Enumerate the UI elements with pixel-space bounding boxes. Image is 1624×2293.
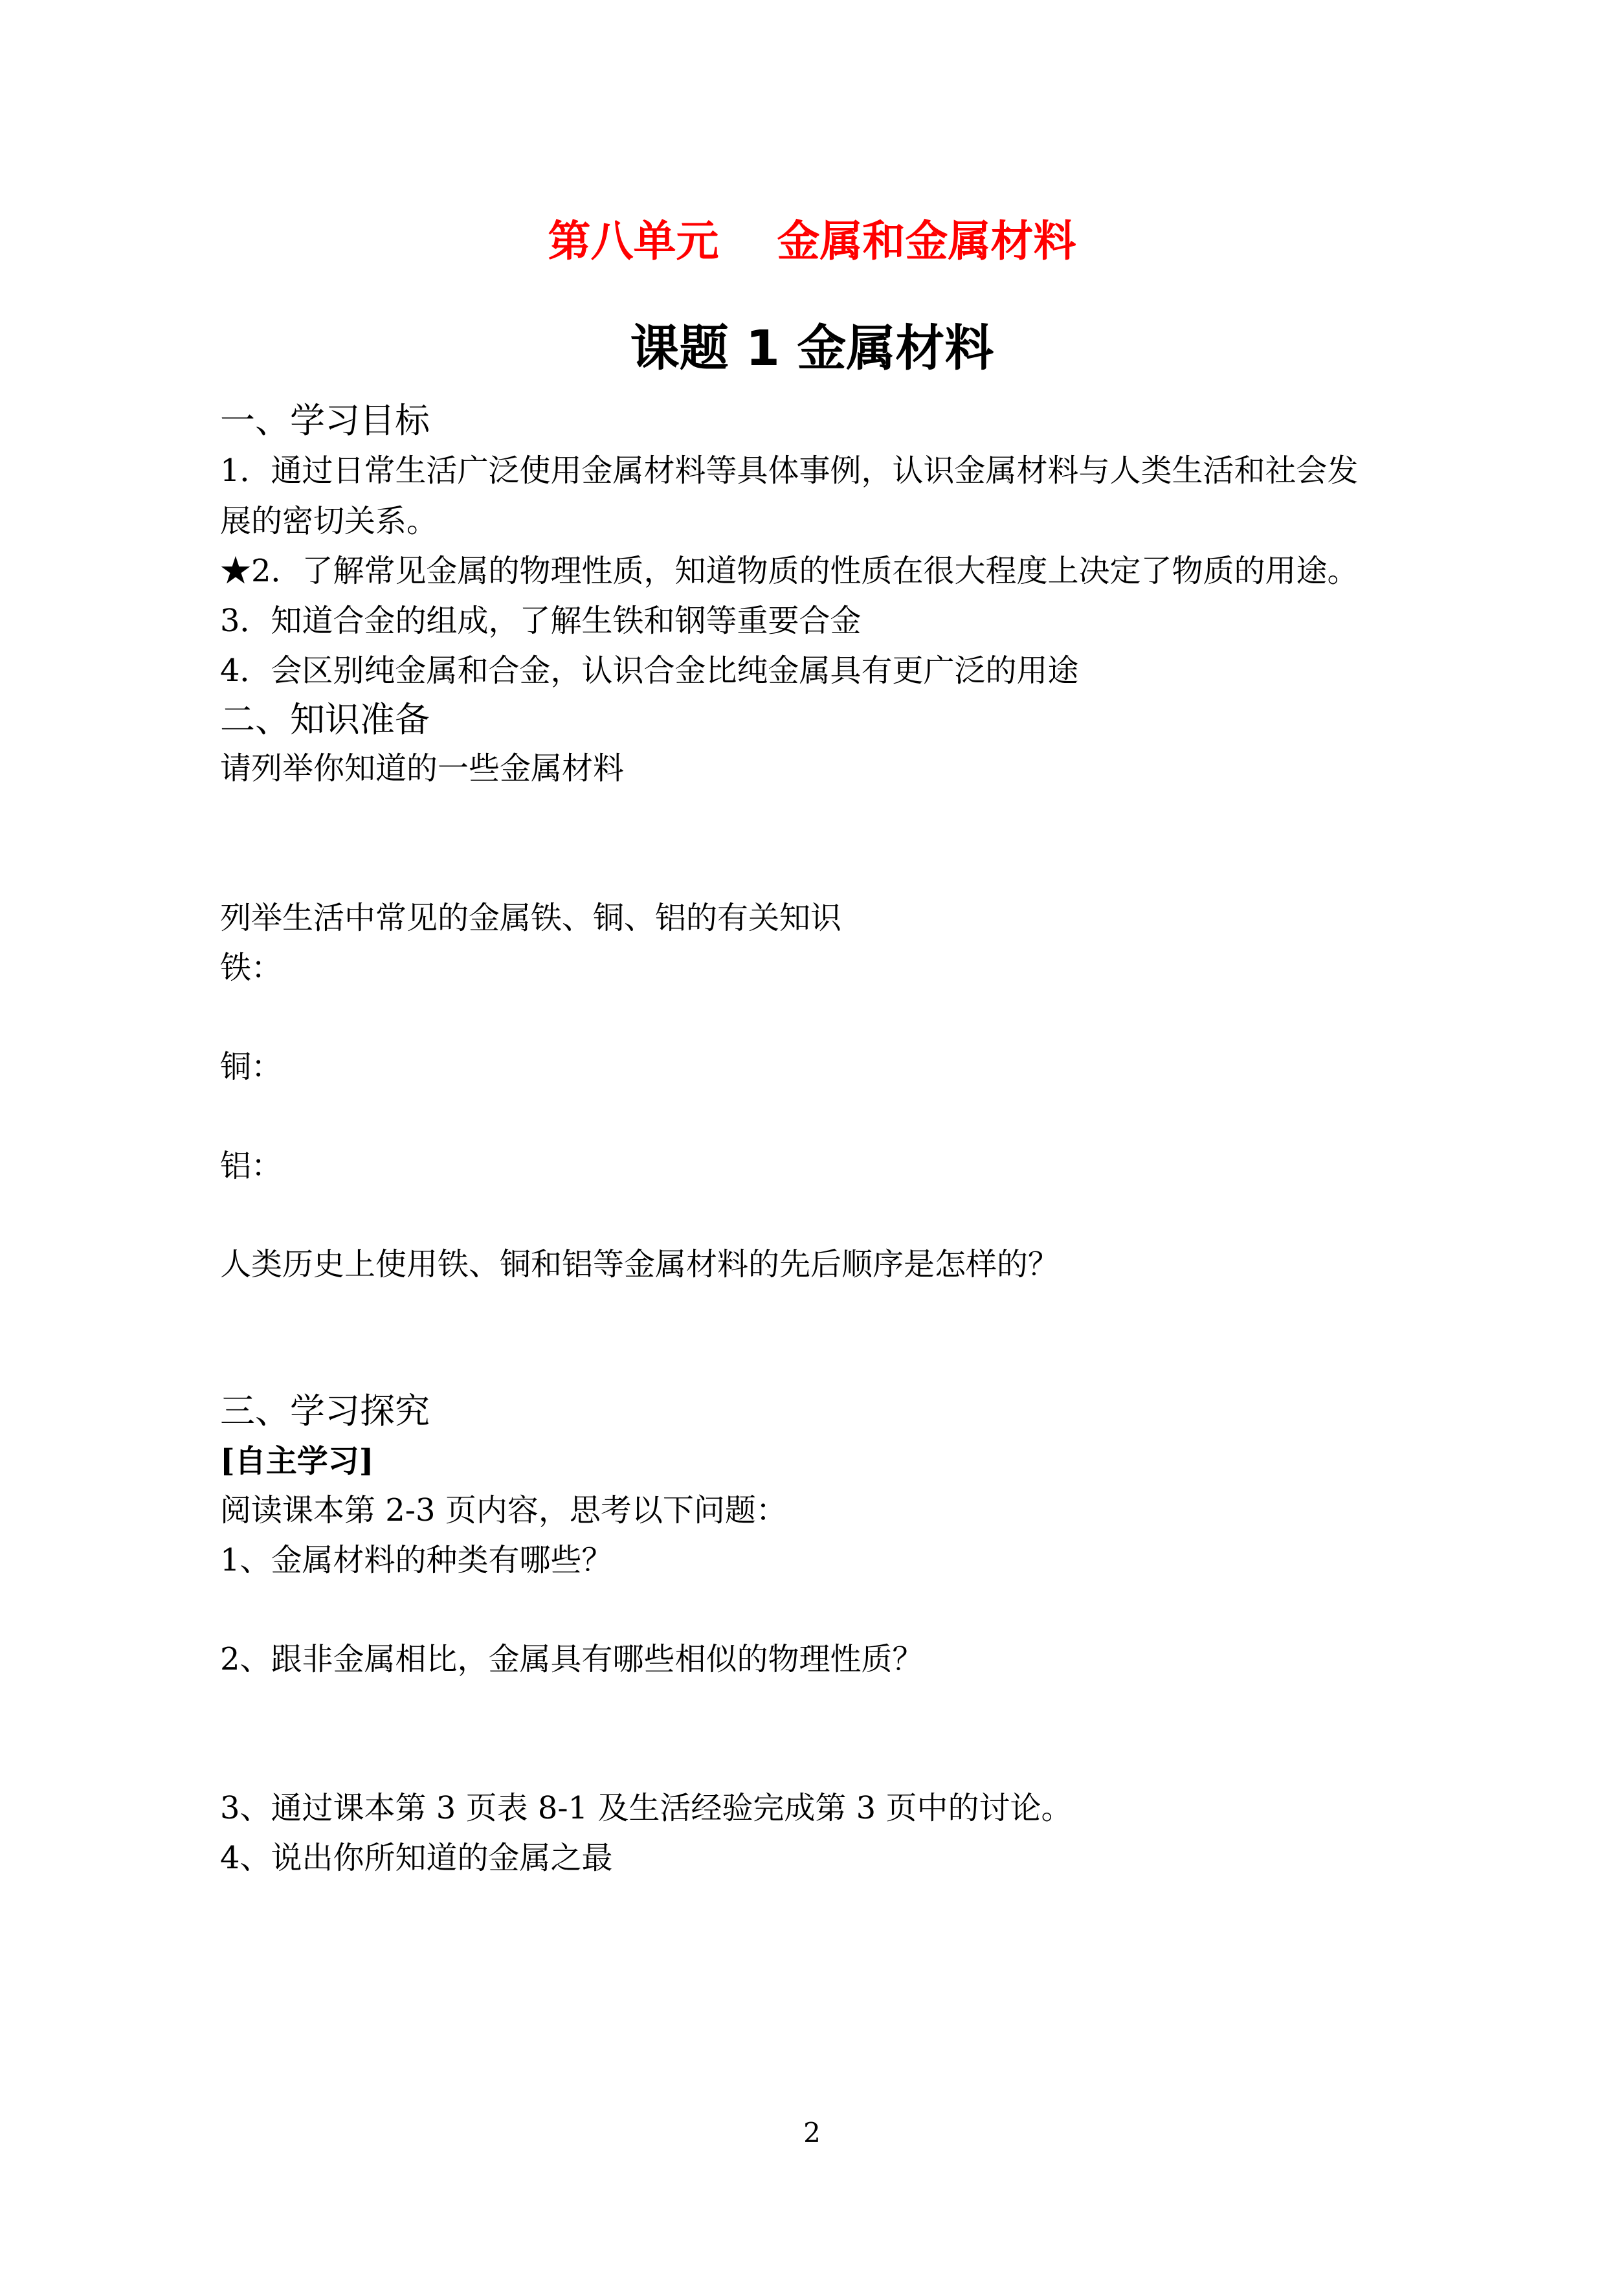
inquiry-question-4: 4、说出你所知道的金属之最 xyxy=(220,1840,613,1876)
preparation-aluminum-label: 铝： xyxy=(220,1148,283,1184)
preparation-copper-label: 铜： xyxy=(220,1049,283,1085)
objective-item-2: ★2．了解常见金属的物理性质，知道物质的性质在很大程度上决定了物质的用途。 xyxy=(220,553,1359,589)
unit-title-name: 金属和金属材料 xyxy=(777,216,1076,266)
inquiry-question-1: 1、金属材料的种类有哪些？ xyxy=(220,1542,613,1578)
preparation-prompt-metals: 请列举你知道的一些金属材料 xyxy=(220,750,625,787)
page-number: 2 xyxy=(803,2117,821,2149)
inquiry-intro: 阅读课本第 2-3 页内容，思考以下问题： xyxy=(220,1492,787,1528)
section-heading-objectives: 一、学习目标 xyxy=(220,400,430,441)
objective-item-4: 4．会区别纯金属和合金，认识合金比纯金属具有更广泛的用途 xyxy=(220,653,1079,689)
preparation-iron-label: 铁： xyxy=(220,950,283,986)
inquiry-question-2: 2、跟非金属相比，金属具有哪些相似的物理性质？ xyxy=(220,1641,924,1677)
inquiry-question-3: 3、通过课本第 3 页表 8-1 及生活经验完成第 3 页中的讨论。 xyxy=(220,1790,1073,1826)
preparation-prompt-common-metals: 列举生活中常见的金属铁、铜、铝的有关知识 xyxy=(220,900,842,936)
unit-title-number: 第八单元 xyxy=(548,216,719,266)
unit-title xyxy=(0,212,1624,271)
lesson-title: 课题 1 金属材料 xyxy=(630,319,994,377)
section-heading-preparation: 二、知识准备 xyxy=(220,699,430,740)
preparation-prompt-history: 人类历史上使用铁、铜和铝等金属材料的先后顺序是怎样的？ xyxy=(220,1246,1060,1282)
objective-item-1-continued: 展的密切关系。 xyxy=(220,503,438,539)
objective-item-3: 3．知道合金的组成，了解生铁和钢等重要合金 xyxy=(220,603,862,639)
objective-item-1: 1．通过日常生活广泛使用金属材料等具体事例，认识金属材料与人类生活和社会发 xyxy=(220,453,1359,489)
inquiry-subheading: [自主学习] xyxy=(220,1443,374,1479)
section-heading-inquiry: 三、学习探究 xyxy=(220,1391,430,1431)
